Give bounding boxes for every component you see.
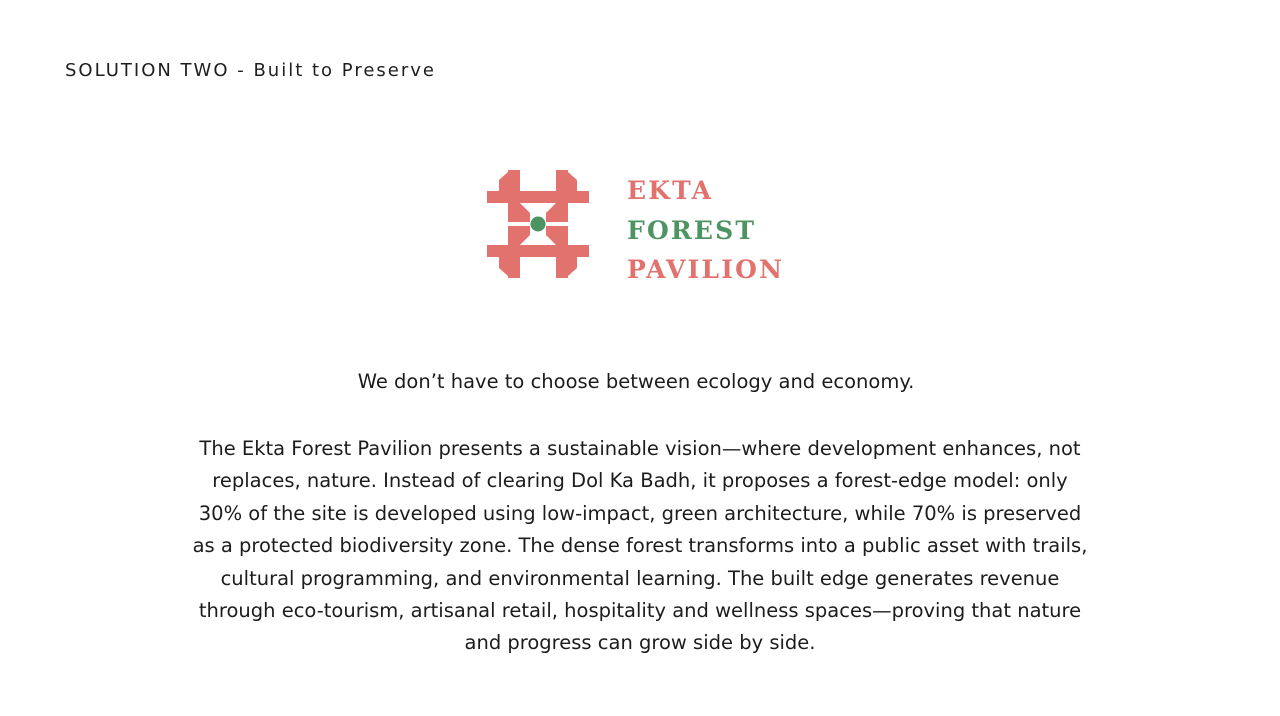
tagline: We don’t have to choose between ecology and economy.	[357, 370, 915, 393]
logo-word-ekta: EKTA	[627, 176, 714, 205]
logo-word-forest: FOREST	[627, 215, 757, 245]
description-paragraph: The Ekta Forest Pavilion presents a sustainable vision—where development enhances, not replaces, nature. Instead of clearing Dol Ka Badh, it proposes a forest-edge model: only 30% of the site is developed using low-impact, green architecture, while 70% is preserved as a protected biodiversity zone. The dense forest transforms into a public asset with trails, cultural programming, and environmental learning. The built edge generates revenue through eco-tourism, artisanal retail, hospitality and wellness spaces—proving that nature and progress can grow side by side.	[192, 437, 1088, 655]
logo-word-pavilion: PAVILION	[627, 255, 785, 284]
ekta-forest-pavilion-logo	[486, 170, 796, 284]
section-heading: SOLUTION TWO - Built to Preserve	[65, 60, 436, 81]
logo-wordmark	[627, 171, 784, 290]
ekta-pattern-icon	[486, 170, 590, 278]
